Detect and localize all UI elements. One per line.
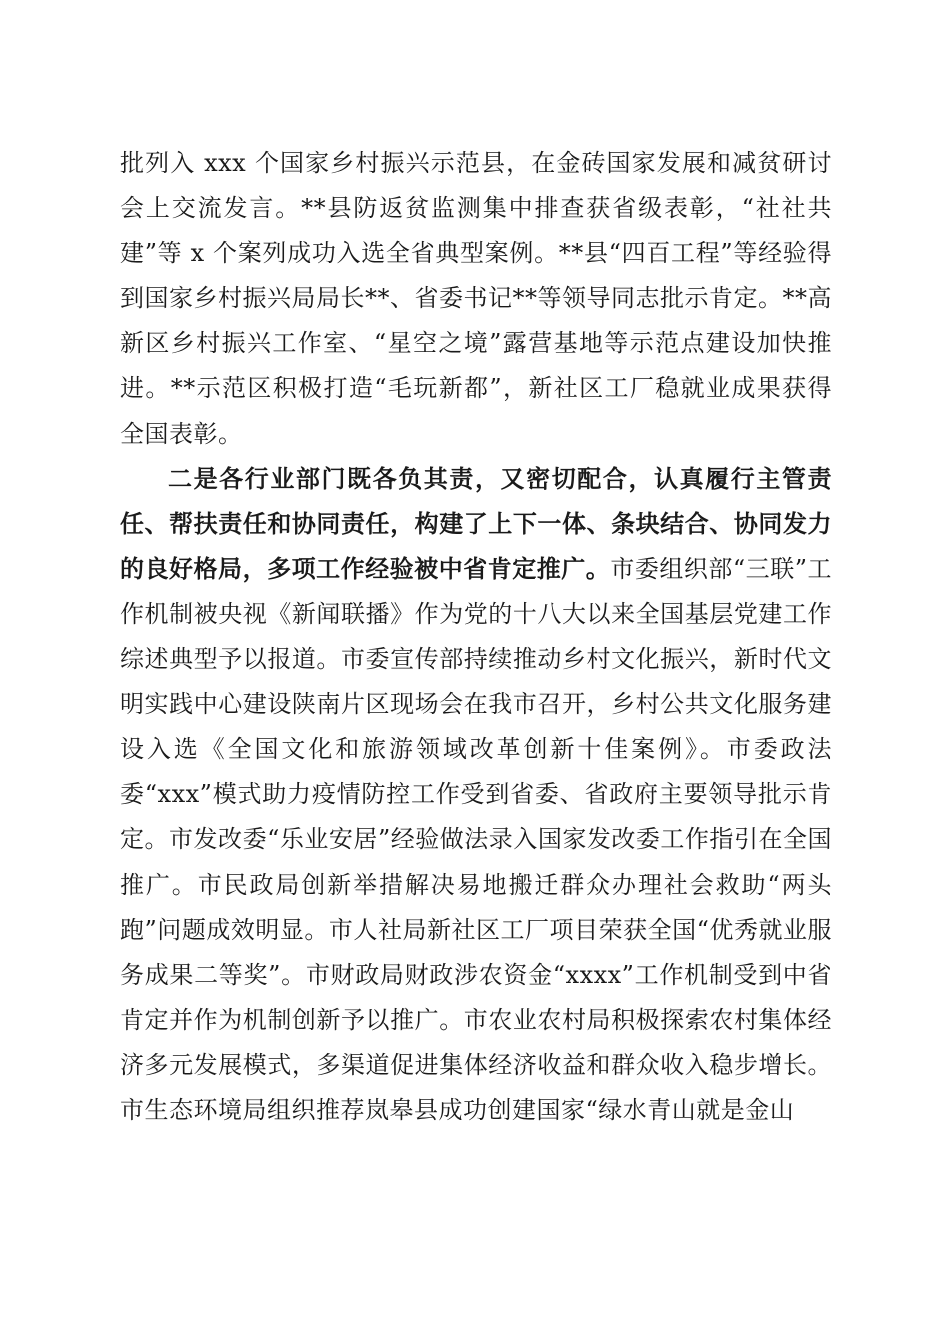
body-text xyxy=(120,141,832,1133)
paragraph-continuation: 批列入 xxx 个国家乡村振兴示范县，在金砖国家发展和减贫研讨会上交流发言。**县防返贫监测集中排查获省级表彰，“社社共建”等 x 个案列成功入选全省典型案例。**县“四百工程”等经验得到国家乡村振兴局局长**、省委书记**等领导同志批示肯定。**高新区乡村振兴工作室、“星空之境”露营基地等示范点建设加快推进。**示范区积极打造“毛玩新都”，新社区工厂稳就业成果获得全国表彰。 xyxy=(120,149,832,448)
paragraph-industry-departments xyxy=(120,457,832,1133)
paragraph-body: 市委组织部“三联”工作机制被央视《新闻联播》作为党的十八大以来全国基层党建工作综述典型予以报道。市委宣传部持续推动乡村文化振兴，新时代文明实践中心建设陕南片区现场会在我市召开，乡村公共文化服务建设入选《全国文化和旅游领域改革创新十佳案例》。市委政法委“xxx”模式助力疫情防控工作受到省委、省政府主要领导批示肯定。市发改委“乐业安居”经验做法录入国家发改委工作指引在全国推广。市民政局创新举措解决易地搬迁群众办理社会救助“两头跑”问题成效明显。市人社局新社区工厂项目荣获全国“优秀就业服务成果二等奖”。市财政局财政涉农资金“xxxx”工作机制受到中省肯定并作为机制创新予以推广。市农业农村局积极探索农村集体经济多元发展模式，多渠道促进集体经济收益和群众收入稳步增长。市生态环境局组织推荐岚皋县成功创建国家“绿水青山就是金山 xyxy=(120,554,832,1124)
paragraph-lead-sentence: 二是各行业部门既各负其责，又密切配合，认真履行主管责任、帮扶责任和协同责任，构建了上下一体、条块结合、协同发力的良好格局，多项工作经验被中省肯定推广。 xyxy=(120,464,832,583)
